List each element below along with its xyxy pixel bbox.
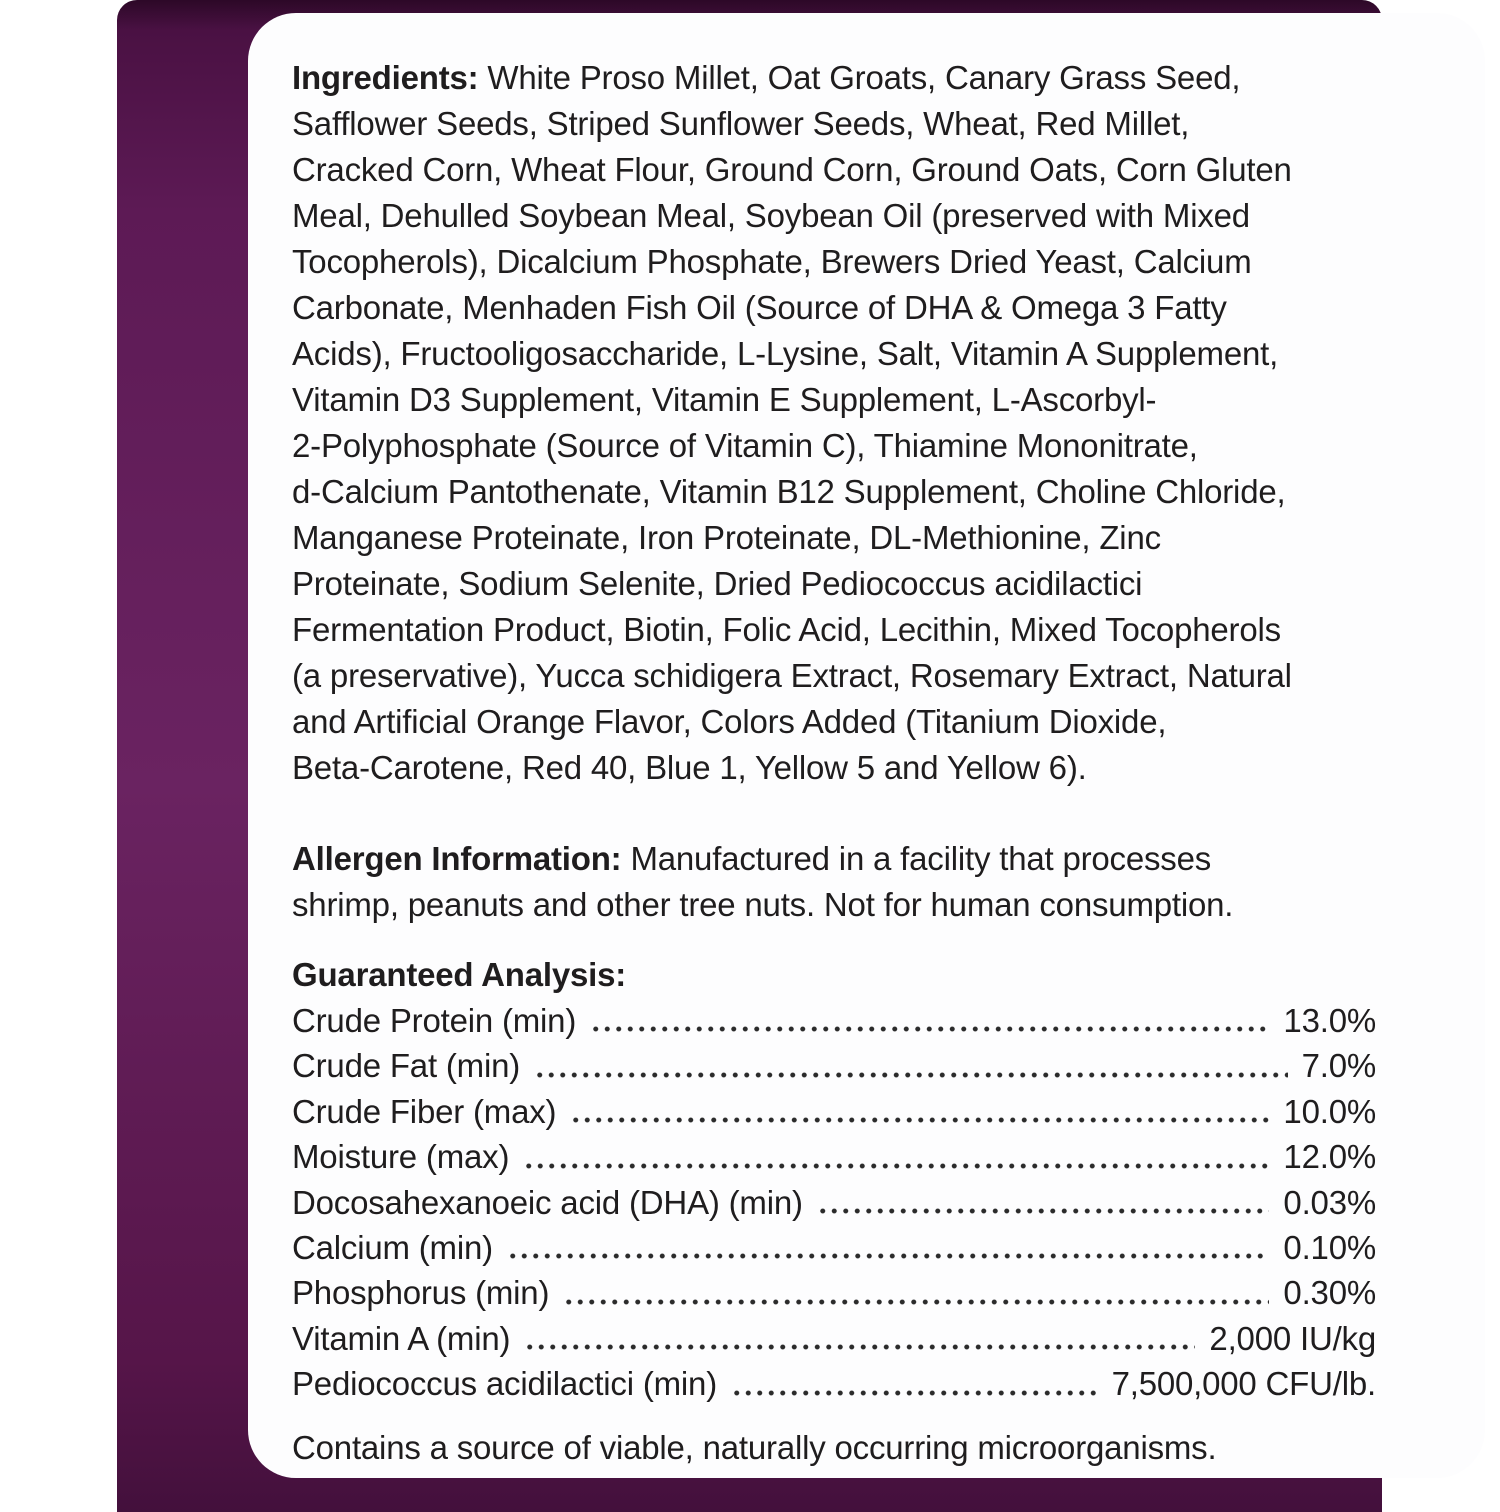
ingredients-line: and Artificial Orange Flavor, Colors Added (Titanium Dioxide, <box>292 703 1167 740</box>
ingredients-line: Fermentation Product, Biotin, Folic Acid, Lecithin, Mixed Tocopherols <box>292 611 1281 648</box>
table-row <box>292 1316 1376 1361</box>
allergen-line: shrimp, peanuts and other tree nuts. Not for human consumption. <box>292 886 1234 923</box>
allergen-text: Manufactured in a facility that processes <box>630 840 1212 877</box>
row-label: Docosahexanoeic acid (DHA) (min) <box>292 1183 803 1221</box>
row-value: 7,500,000 CFU/lb. <box>1111 1365 1376 1403</box>
ingredients-line <box>292 55 1477 101</box>
row-label: Vitamin A (min) <box>292 1319 511 1357</box>
row-label: Calcium (min) <box>292 1229 493 1267</box>
row-value: 7.0% <box>1301 1047 1376 1085</box>
ingredients-line: Proteinate, Sodium Selenite, Dried Pediococcus acidilactici <box>292 565 1143 602</box>
ingredients-line: (a preservative), Yucca schidigera Extract, Rosemary Extract, Natural <box>292 657 1292 694</box>
dotted-leader <box>507 1250 1270 1262</box>
row-label: Pediococcus acidilactici (min) <box>292 1365 717 1403</box>
guaranteed-analysis-table <box>292 998 1376 1407</box>
allergen-line <box>292 836 1477 882</box>
table-row <box>292 1180 1376 1225</box>
dotted-leader <box>817 1205 1270 1217</box>
ingredients-line: Acids), Fructooligosaccharide, L-Lysine, Salt, Vitamin A Supplement, <box>292 335 1279 372</box>
ingredients-heading: Ingredients: <box>292 59 479 96</box>
microorganisms-footnote: Contains a source of viable, naturally occurring microorganisms. <box>292 1428 1217 1466</box>
ingredients-line: Beta-Carotene, Red 40, Blue 1, Yellow 5 and Yellow 6). <box>292 749 1087 786</box>
guaranteed-analysis-heading: Guaranteed Analysis: <box>292 956 627 993</box>
label-card <box>248 13 1485 1478</box>
table-row <box>292 1043 1376 1088</box>
row-value: 12.0% <box>1283 1138 1376 1176</box>
dotted-leader <box>534 1069 1288 1081</box>
dotted-leader <box>524 1341 1195 1353</box>
label-content <box>292 13 1477 1471</box>
row-value: 0.03% <box>1283 1183 1376 1221</box>
table-row <box>292 1134 1376 1179</box>
row-value: 0.10% <box>1283 1229 1376 1267</box>
allergen-section <box>292 836 1477 928</box>
ingredients-line: Carbonate, Menhaden Fish Oil (Source of DHA & Omega 3 Fatty <box>292 289 1227 326</box>
ingredients-line: Manganese Proteinate, Iron Proteinate, DL-Methionine, Zinc <box>292 519 1161 556</box>
table-row <box>292 998 1376 1043</box>
row-value: 0.30% <box>1283 1274 1376 1312</box>
row-value: 13.0% <box>1283 1002 1376 1039</box>
ingredients-line: Vitamin D3 Supplement, Vitamin E Supplement, L-Ascorbyl- <box>292 381 1157 418</box>
row-label: Crude Protein (min) <box>292 1002 577 1039</box>
row-label: Phosphorus (min) <box>292 1274 550 1312</box>
ingredients-line: d-Calcium Pantothenate, Vitamin B12 Supplement, Choline Chloride, <box>292 473 1286 510</box>
ingredients-line: Cracked Corn, Wheat Flour, Ground Corn, Ground Oats, Corn Gluten <box>292 151 1292 188</box>
dotted-leader <box>590 1023 1269 1035</box>
dotted-leader <box>563 1296 1269 1308</box>
table-row <box>292 1089 1376 1134</box>
table-row <box>292 1361 1376 1406</box>
ingredients-line: Safflower Seeds, Striped Sunflower Seeds, Wheat, Red Millet, <box>292 105 1190 142</box>
row-label: Crude Fat (min) <box>292 1047 521 1085</box>
allergen-heading: Allergen Information: <box>292 840 622 877</box>
ingredients-section <box>292 55 1477 791</box>
dotted-leader <box>570 1114 1269 1126</box>
row-value: 2,000 IU/kg <box>1209 1319 1376 1357</box>
dotted-leader <box>731 1387 1098 1399</box>
ingredients-line: Tocopherols), Dicalcium Phosphate, Brewers Dried Yeast, Calcium <box>292 243 1252 280</box>
row-label: Moisture (max) <box>292 1138 510 1176</box>
ingredients-line: 2-Polyphosphate (Source of Vitamin C), Thiamine Mononitrate, <box>292 427 1198 464</box>
row-label: Crude Fiber (max) <box>292 1092 557 1130</box>
row-value: 10.0% <box>1283 1092 1376 1130</box>
table-row <box>292 1270 1376 1315</box>
table-row <box>292 1225 1376 1270</box>
dotted-leader <box>523 1160 1269 1172</box>
ingredients-line: Meal, Dehulled Soybean Meal, Soybean Oil (preserved with Mixed <box>292 197 1250 234</box>
label-purple-frame <box>117 0 1382 1512</box>
ingredients-text: White Proso Millet, Oat Groats, Canary Grass Seed, <box>487 59 1241 96</box>
